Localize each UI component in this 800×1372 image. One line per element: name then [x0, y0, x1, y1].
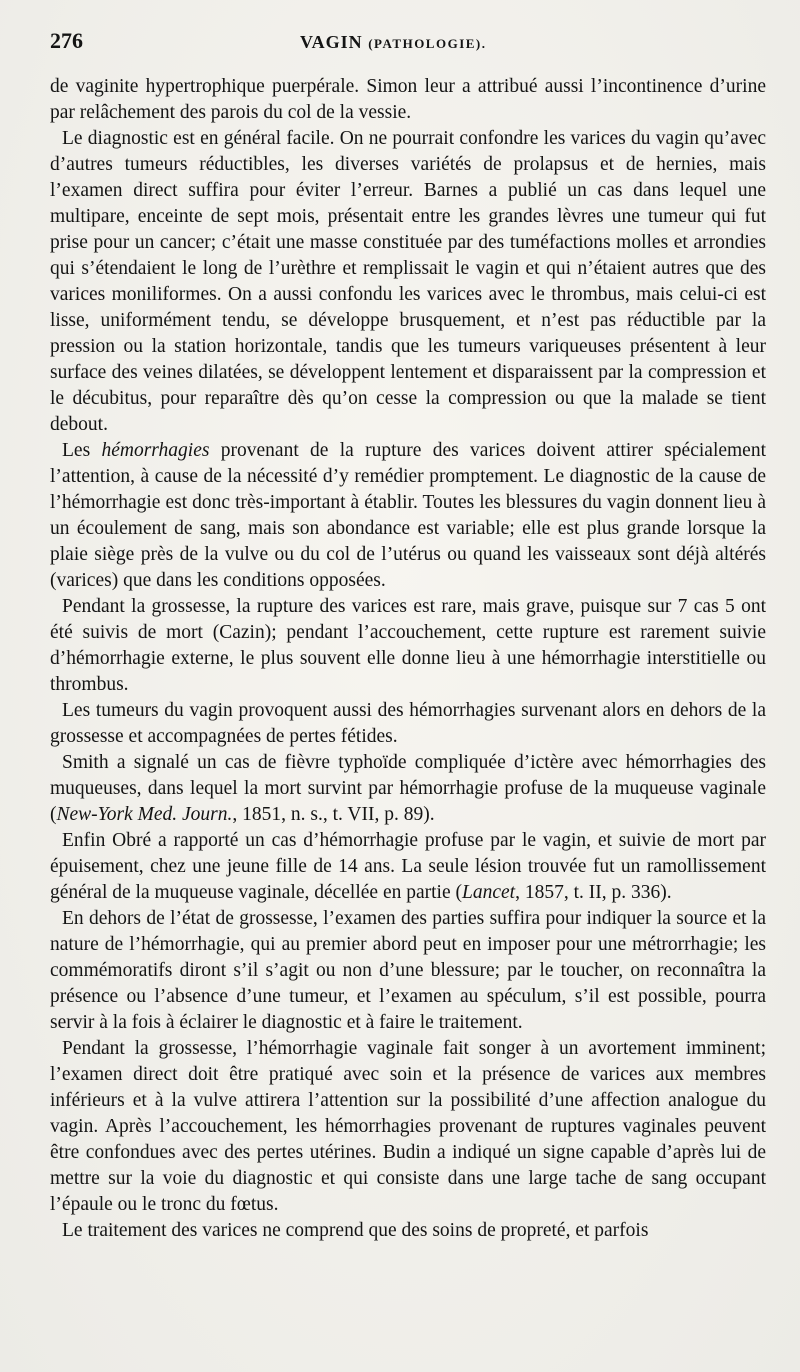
paragraph-text: , 1857, t. II, p. 336).	[515, 882, 672, 903]
paragraph: Pendant la grossesse, l’hémorrhagie vaginale fait songer à un avortement imminent; l’examen direct doit être pratiqué avec soin et la présence de varices aux membres inférieurs et à la vulve attirera l’attention sur la possibilité d’une affection analogue du vagin. Après l’accouchement, les hémorrhagies provenant de ruptures vaginales peuvent être confondues avec des pertes utérines. Budin a indiqué un signe capable d’après lui de mettre sur la voie du diagnostic et qui consiste dans une large tache de sang occupant l’épaule ou le tronc du fœtus.	[50, 1038, 766, 1215]
paragraph-text: Smith a signalé un cas de fièvre typhoïde compliquée d’ictère avec hémorrhagies des muqueuses, dans lequel la mort survint par hémorrhagie profuse de la muqueuse vaginale (	[50, 752, 766, 825]
paragraph: de vaginite hypertrophique puerpérale. Simon leur a attribué aussi l’incontinence d’urine par relâchement des parois du col de la vessie.	[50, 76, 766, 123]
paragraph-text: Enfin Obré a rapporté un cas d’hémorrhagie profuse par le vagin, et suivie de mort par épuisement, chez une jeune fille de 14 ans. La seule lésion trouvée fut un ramollissement général de la muqueuse vaginale, décellée en partie (	[50, 830, 766, 903]
citation-journal: New-York Med. Journ.	[56, 804, 233, 825]
running-head-subtitle: (PATHOLOGIE).	[368, 36, 487, 51]
paragraph-text: Les	[62, 440, 102, 461]
paragraph: Les tumeurs du vagin provoquent aussi des hémorrhagies survenant alors en dehors de la grossesse et accompagnées de pertes fétides.	[50, 700, 766, 747]
paragraph: En dehors de l’état de grossesse, l’examen des parties suffira pour indiquer la source et la nature de l’hémorrhagie, qui au premier abord peut en imposer pour une métrorrhagie; les commémoratifs diront s’il s’agit ou non d’une blessure; par le toucher, on reconnaîtra la présence ou l’absence d’une tumeur, et l’examen au spéculum, s’il est possible, pourra servir à la fois à éclairer le diagnostic et à faire le traitement.	[50, 908, 766, 1033]
paragraph: Le diagnostic est en général facile. On ne pourrait confondre les varices du vagin qu’avec d’autres tumeurs réductibles, les diverses variétés de prolapsus et de hernies, mais l’examen direct suffira pour éviter l’erreur. Barnes a publié un cas dans lequel une multipare, enceinte de sept mois, présentait entre les grandes lèvres une tumeur qui fut prise pour un cancer; c’était une masse constituée par des tuméfactions molles et arrondies qui s’étendaient le long de l’urèthre et remplissait le vagin et qui n’étaient autres que des varices moniliformes. On a aussi confondu les varices avec le thrombus, mais celui-ci est lisse, uniformément tendu, se développe brusquement, et n’est pas réductible par la pression ou la station horizontale, tandis que les tumeurs variqueuses présentent à leur surface des veines dilatées, se développent lentement et disparaissent par la compression et le décubitus, pour reparaître dès qu’on cesse la compression ou que la malade se tient debout.	[50, 128, 766, 435]
paragraph	[50, 750, 766, 828]
paragraph-text: , 1851, n. s., t. VII, p. 89).	[232, 804, 435, 825]
paragraph	[50, 828, 766, 906]
running-head	[300, 32, 487, 53]
running-head-title: VAGIN	[300, 32, 363, 52]
paragraph	[50, 438, 766, 594]
emphasis-term: hémorrhagies	[101, 440, 210, 461]
citation-journal: Lancet	[462, 882, 516, 903]
body-text	[50, 74, 766, 1244]
paragraph: Pendant la grossesse, la rupture des varices est rare, mais grave, puisque sur 7 cas 5 ont été suivis de mort (Cazin); pendant l’accouchement, cette rupture est rarement suivie d’hémorrhagie externe, le plus souvent elle donne lieu à une hémorrhagie interstitielle ou thrombus.	[50, 596, 766, 695]
page-header	[50, 28, 766, 64]
page-number: 276	[50, 28, 83, 53]
paragraph: Le traitement des varices ne comprend que des soins de propreté, et parfois	[62, 1220, 649, 1241]
paragraph-text: provenant de la rupture des varices doivent attirer spécialement l’attention, à cause de la nécessité d’y remédier promptement. Le diagnostic de la cause de l’hémorrhagie est donc très-important à établir. Toutes les blessures du vagin donnent lieu à un écoulement de sang, mais son abondance est variable; elle est plus grande lorsque la plaie siège près de la vulve ou du col de l’utérus ou quand les vaisseaux sont déjà altérés (varices) que dans les conditions opposées.	[50, 440, 767, 591]
